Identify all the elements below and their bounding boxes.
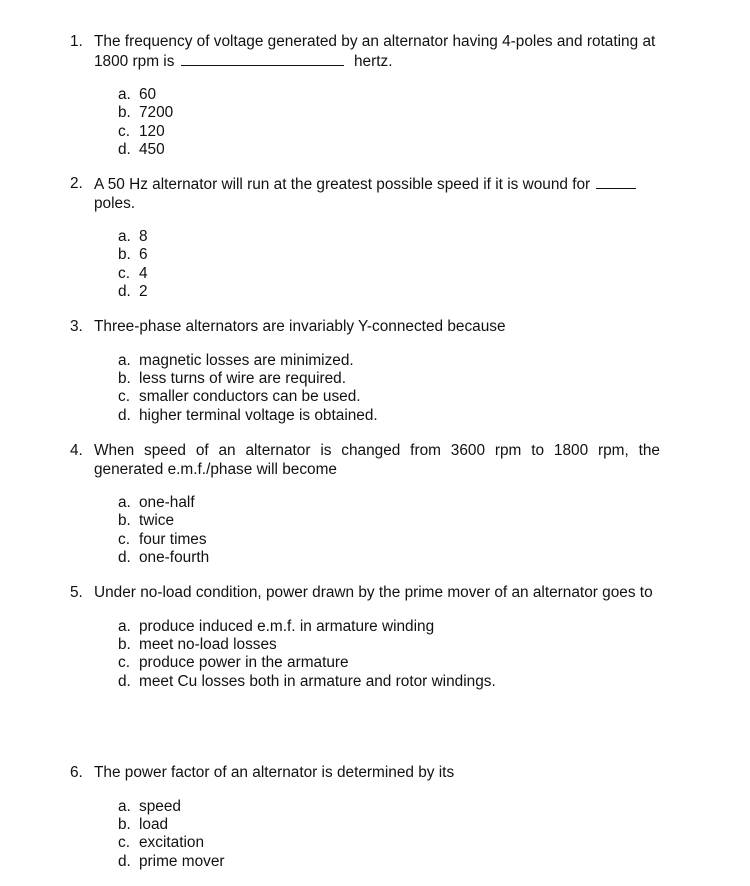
option-text: 2 [139, 283, 148, 301]
option-d[interactable] [118, 853, 660, 871]
option-text: one-fourth [139, 549, 210, 567]
option-c[interactable] [118, 123, 660, 141]
option-d[interactable] [118, 283, 660, 301]
option-text: produce induced e.m.f. in armature winding [139, 617, 435, 635]
option-d[interactable] [118, 407, 660, 425]
option-letter: a. [118, 617, 131, 635]
option-a[interactable] [118, 618, 660, 636]
option-letter: d. [118, 283, 131, 301]
option-letter: d. [118, 672, 131, 690]
question-number: 3. [70, 318, 83, 335]
question-5 [70, 584, 660, 691]
option-text: 450 [139, 141, 165, 159]
option-letter: a. [118, 797, 131, 815]
option-text: meet no-load losses [139, 635, 277, 653]
question-number: 6. [70, 764, 83, 781]
option-text: speed [139, 797, 181, 815]
option-letter: c. [118, 388, 130, 406]
option-letter: d. [118, 852, 131, 870]
options-list [70, 352, 660, 426]
question-stem [70, 764, 660, 783]
question-stem [70, 175, 660, 213]
option-text: excitation [139, 834, 205, 852]
options-list [70, 494, 660, 568]
option-a[interactable] [118, 494, 660, 512]
option-text: twice [139, 512, 175, 530]
option-letter: d. [118, 141, 131, 159]
option-c[interactable] [118, 531, 660, 549]
question-1 [70, 33, 660, 160]
option-text: 4 [139, 264, 148, 282]
option-letter: c. [118, 264, 130, 282]
question-3 [70, 318, 660, 425]
option-a[interactable] [118, 228, 660, 246]
option-text: 6 [139, 246, 148, 264]
option-letter: c. [118, 122, 130, 140]
option-letter: a. [118, 351, 131, 369]
option-text: four times [139, 530, 207, 548]
option-b[interactable] [118, 370, 660, 388]
option-text: meet Cu losses both in armature and rotor windings. [139, 672, 496, 690]
option-d[interactable] [118, 673, 660, 691]
question-text: The power factor of an alternator is determined by its [94, 764, 455, 781]
option-text: load [139, 815, 169, 833]
option-letter: a. [118, 86, 131, 103]
options-list [70, 618, 660, 692]
option-letter: a. [118, 228, 131, 245]
question-text: A 50 Hz alternator will run at the greatest possible speed if it is wound for poles. [94, 175, 660, 213]
option-letter: b. [118, 512, 131, 530]
option-a[interactable] [118, 352, 660, 370]
question-number: 4. [70, 442, 83, 459]
option-c[interactable] [118, 654, 660, 672]
option-d[interactable] [118, 141, 660, 159]
option-letter: b. [118, 369, 131, 387]
question-stem [70, 442, 660, 479]
options-list [70, 228, 660, 302]
option-letter: b. [118, 246, 131, 264]
answer-blank [596, 175, 636, 189]
option-letter: c. [118, 530, 130, 548]
option-d[interactable] [118, 549, 660, 567]
option-letter: c. [118, 834, 130, 852]
option-c[interactable] [118, 388, 660, 406]
question-6 [70, 764, 660, 871]
option-c[interactable] [118, 265, 660, 283]
question-4 [70, 442, 660, 568]
question-2 [70, 175, 660, 302]
option-text: 120 [139, 122, 165, 140]
option-text: less turns of wire are required. [139, 369, 347, 387]
option-text: 60 [139, 86, 157, 103]
option-a[interactable] [118, 86, 660, 104]
question-text: When speed of an alternator is changed from 3600 rpm to 1800 rpm, the generated e.m.f./phase will become [94, 442, 660, 478]
option-b[interactable] [118, 246, 660, 264]
question-text: The frequency of voltage generated by an alternator having 4-poles and rotating at 1800 rpm is hertz. [94, 33, 656, 70]
question-number: 2. [70, 175, 83, 192]
option-letter: b. [118, 815, 131, 833]
question-number: 5. [70, 584, 83, 601]
option-text: one-half [139, 494, 195, 511]
option-b[interactable] [118, 104, 660, 122]
option-b[interactable] [118, 816, 660, 834]
option-a[interactable] [118, 798, 660, 816]
question-text: Under no-load condition, power drawn by the prime mover of an alternator goes to [94, 584, 653, 601]
option-text: higher terminal voltage is obtained. [139, 406, 378, 424]
option-letter: b. [118, 104, 131, 122]
question-text: Three-phase alternators are invariably Y-connected because [94, 318, 506, 335]
question-stem [70, 318, 660, 337]
option-b[interactable] [118, 636, 660, 654]
options-list [70, 798, 660, 872]
option-text: magnetic losses are minimized. [139, 351, 354, 369]
options-list [70, 86, 660, 160]
option-letter: c. [118, 654, 130, 672]
option-b[interactable] [118, 512, 660, 530]
option-text: prime mover [139, 852, 225, 870]
option-letter: d. [118, 549, 131, 567]
question-stem [70, 33, 660, 71]
option-c[interactable] [118, 834, 660, 852]
option-letter: b. [118, 635, 131, 653]
option-text: produce power in the armature [139, 654, 349, 672]
option-text: 8 [139, 228, 148, 245]
option-text: smaller conductors can be used. [139, 388, 361, 406]
question-number: 1. [70, 33, 83, 50]
option-letter: d. [118, 406, 131, 424]
option-text: 7200 [139, 104, 174, 122]
option-letter: a. [118, 494, 131, 511]
answer-blank [181, 52, 344, 66]
question-stem [70, 584, 660, 603]
